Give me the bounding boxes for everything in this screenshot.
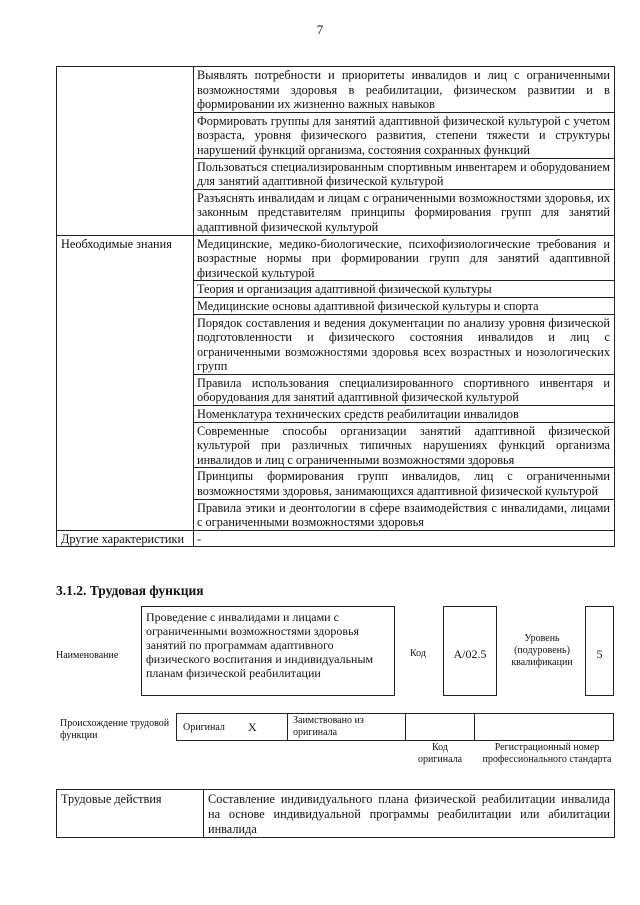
code-original-label: Код оригинала [417,742,463,765]
table-cell: Формировать группы для занятий адаптивной физической культурой с учетом возраста, уровня физического развития, степени тяжести и структуры нарушений функций организма, состояния сохранных функций [194,112,615,158]
table-cell: Пользоваться специализированным спортивным инвентарем и оборудованием для занятий адаптивной физической культурой [194,158,615,189]
table-cell: Медицинские, медико-биологические, психофизиологические требования и возрастные нормы при формировании групп для занятий адаптивной физической культурой [194,235,615,281]
table-row [57,67,615,113]
row-label-knowledge: Необходимые знания [57,235,194,530]
function-name-box: Проведение с инвалидами и лицами с ограниченными возможностями здоровья занятий по программам адаптивного физического воспитания и индивидуальным планам физической реабилитации [141,606,395,696]
section-heading: 3.1.2. Трудовая функция [56,583,204,598]
table-cell: Медицинские основы адаптивной физической культуры и спорта [194,297,615,314]
table-cell: - [194,530,615,547]
table-cell: Номенклатура технических средств реабилитации инвалидов [194,406,615,423]
origin-label: Происхождение трудовой функции [60,718,170,741]
code-value: A/02.5 [453,647,487,661]
code-label: Код [410,648,426,659]
level-box [585,606,614,696]
table-cell: Выявлять потребности и приоритеты инвалидов и лиц с ограниченными возможностями здоровья в реабилитации, физическом развитии и в формировании их жизненно важных навыков [194,67,615,113]
original-mark: X [248,720,257,734]
table-row [57,530,615,547]
table-cell: Принципы формирования групп инвалидов, лиц с ограниченными возможностями здоровья, занимающихся адаптивной физической культурой [194,468,615,499]
table-cell: Правила использования специализированного спортивного инвентаря и оборудования для занятий адаптивной физической культурой [194,374,615,405]
table-cell: Разъяснять инвалидам и лицам с ограниченными возможностями здоровья, их законным представителям принципы формирования групп для занятий адаптивной физической культурой [194,189,615,235]
level-value: 5 [596,647,603,661]
reg-number-label: Регистрационный номер профессионального стандарта [482,742,612,765]
original-label: Оригинал [183,722,225,733]
table-cell: Порядок составления и ведения документации по анализу уровня физической подготовленности и физического состояния инвалидов и лиц с ограниченными возможностями здоровья всех возрастных и нозологических групп [194,314,615,374]
code-box [443,606,497,696]
actions-value: Составление индивидуального плана физической реабилитации инвалида на основе индивидуальной программы реабилитации или абилитации инвалида [204,790,615,838]
table-cell: Теория и организация адаптивной физической культуры [194,281,615,298]
row-label [57,67,194,236]
table-row [57,235,615,281]
table-row [57,790,615,838]
page-number: 7 [316,22,324,37]
divider [287,713,288,741]
table-cell: Правила этики и деонтологии в сфере взаимодействия с инвалидами, лицами с ограниченными возможностями здоровья [194,499,615,530]
work-actions-table [56,789,615,838]
row-label-other: Другие характеристики [57,530,194,547]
name-label: Наименование [56,650,119,661]
divider [474,713,475,741]
actions-label: Трудовые действия [57,790,204,838]
table-cell: Современные способы организации занятий адаптивной физической культурой при различных типичных нарушениях функций организма инвалидов и лиц с ограниченными возможностями здоровья [194,422,615,468]
borrowed-label: Заимствовано из оригинала [293,715,364,738]
skills-knowledge-table [56,66,615,547]
level-label: Уровень (подуровень) квалификации [511,633,573,668]
divider [405,713,406,741]
